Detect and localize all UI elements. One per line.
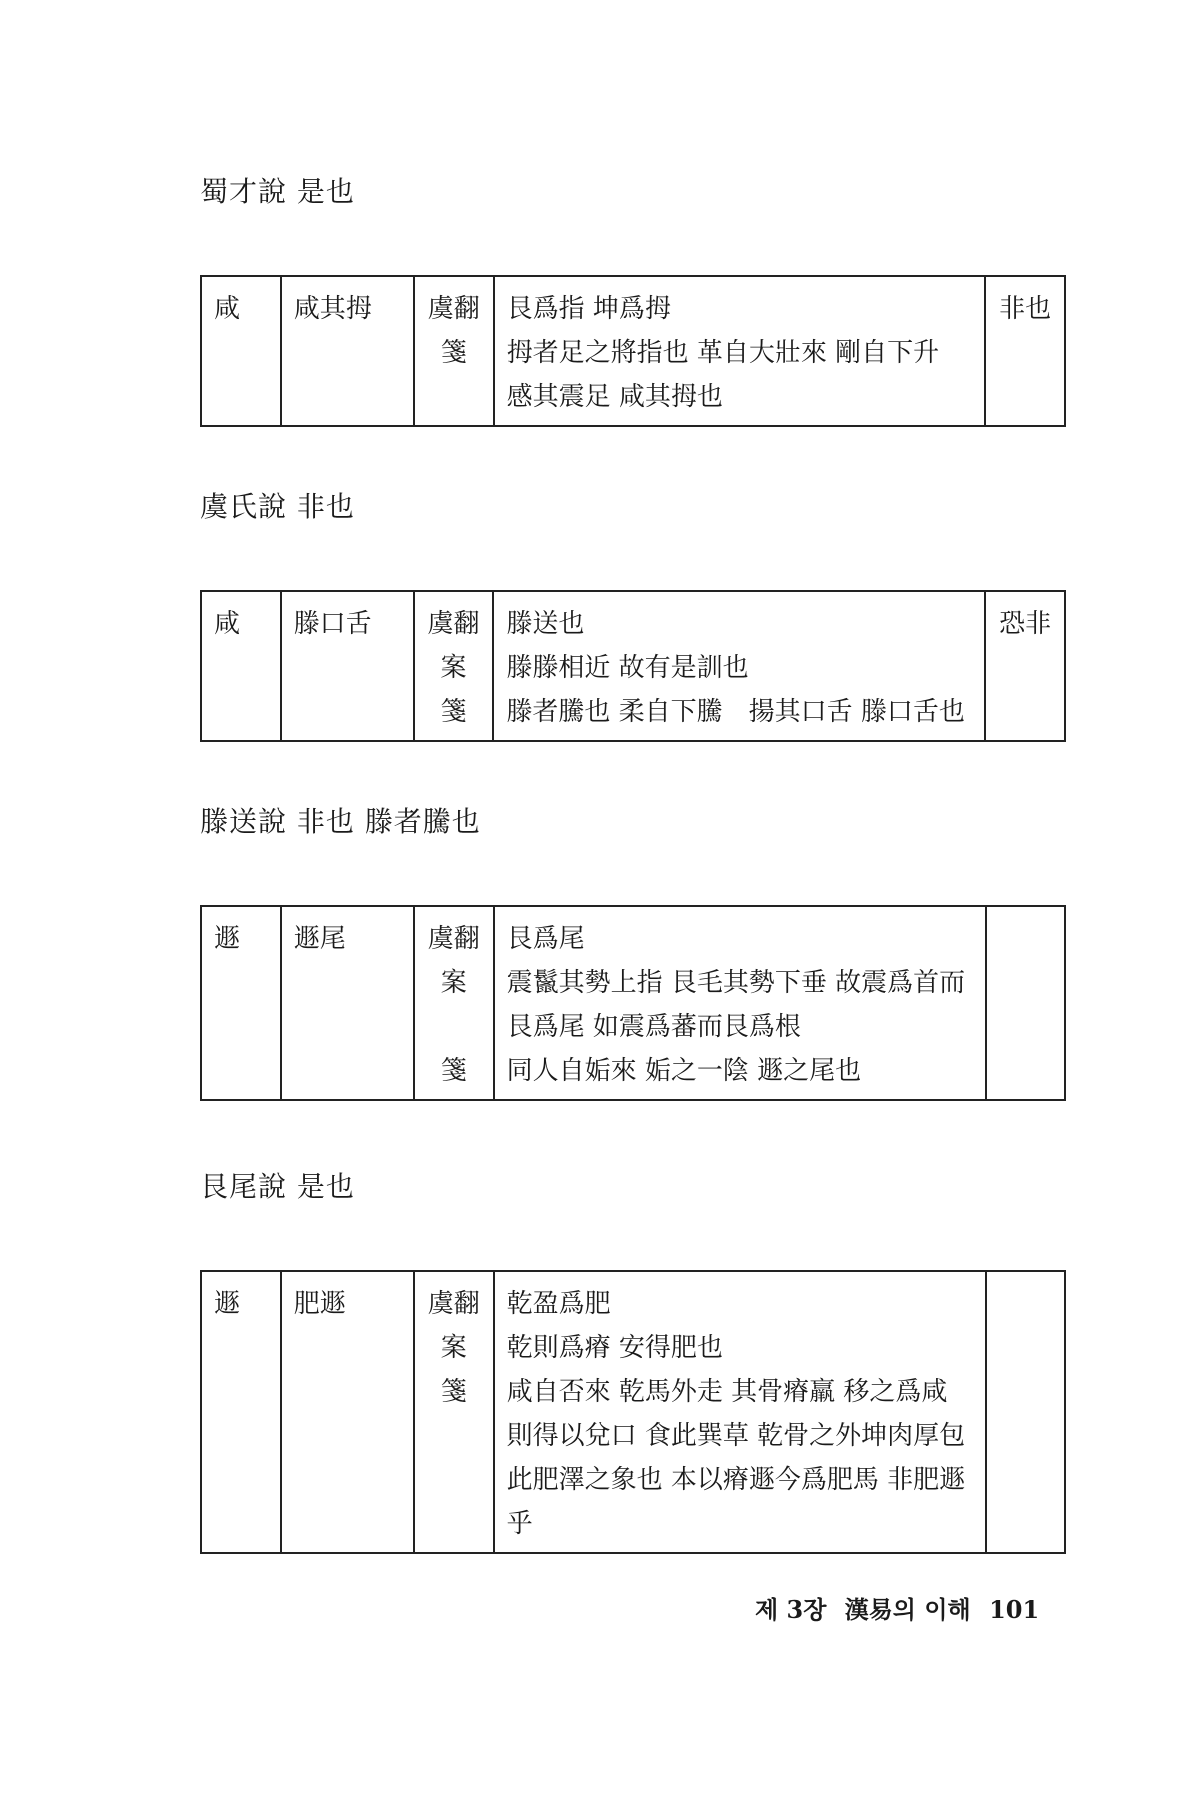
verdict-yushi: 虞氏說 非也 — [200, 490, 355, 523]
phrase-cell: 滕口舌 — [281, 591, 414, 741]
entry-table-xian-1 — [200, 275, 1066, 427]
commentary-line: 感其震足 咸其拇也 — [506, 382, 723, 412]
commentary-line: 此肥澤之象也 本以瘠遯今爲肥馬 非肥遯 — [506, 1465, 966, 1495]
source-label: 箋 — [440, 338, 467, 368]
source-label-cell — [414, 276, 494, 426]
hexagram-cell: 遯 — [201, 1271, 281, 1553]
judgment-cell — [986, 906, 1065, 1100]
source-label: 案 — [440, 653, 467, 683]
commentary-line: 乾盈爲肥 — [506, 1289, 611, 1319]
source-label: 箋 — [440, 1377, 467, 1407]
phrase-cell: 遯尾 — [281, 906, 414, 1100]
verdict-genwei: 艮尾說 是也 — [200, 1170, 355, 1203]
commentary-cell — [494, 1271, 986, 1553]
source-label: 虞翻 — [427, 924, 480, 954]
verdict-shucai: 蜀才說 是也 — [200, 175, 355, 208]
source-label-cell — [414, 591, 494, 741]
source-label: 案 — [440, 1333, 467, 1363]
source-label: 虞翻 — [427, 294, 480, 324]
source-label: 案 — [440, 968, 467, 998]
commentary-line: 拇者足之將指也 革自大壯來 剛自下升 — [506, 338, 940, 368]
hexagram-cell: 遯 — [201, 906, 281, 1100]
source-label: 箋 — [440, 697, 467, 727]
source-label: 虞翻 — [427, 609, 480, 639]
page-footer — [755, 1590, 1049, 1625]
hexagram-cell: 咸 — [201, 276, 281, 426]
source-label-spacer — [427, 1005, 481, 1049]
commentary-line: 則得以兌口 食此巽草 乾骨之外坤肉厚包 — [506, 1421, 966, 1451]
phrase-cell: 咸其拇 — [281, 276, 414, 426]
commentary-line: 艮爲尾 — [506, 924, 585, 954]
commentary-line: 滕滕相近 故有是訓也 — [506, 653, 749, 683]
source-label-cell — [414, 1271, 494, 1553]
phrase-cell: 肥遯 — [281, 1271, 414, 1553]
entry-table-xian-2 — [200, 590, 1066, 742]
page-number: 101 — [989, 1595, 1040, 1624]
judgment-cell: 非也 — [985, 276, 1065, 426]
commentary-cell — [493, 591, 985, 741]
verdict-tengsong: 滕送說 非也 滕者騰也 — [200, 805, 481, 838]
source-label-cell — [414, 906, 494, 1100]
table-row — [201, 1271, 1065, 1553]
commentary-cell — [494, 906, 986, 1100]
hexagram-cell: 咸 — [201, 591, 281, 741]
chapter-title: 漢易의 이해 — [844, 1595, 971, 1624]
source-label: 箋 — [440, 1056, 467, 1086]
commentary-line: 乾則爲瘠 安得肥也 — [506, 1333, 723, 1363]
chapter-label: 제 3장 — [755, 1595, 827, 1624]
source-label: 虞翻 — [427, 1289, 480, 1319]
commentary-line: 艮爲指 坤爲拇 — [506, 294, 671, 324]
entry-table-dun-2 — [200, 1270, 1066, 1554]
commentary-line: 同人自姤來 姤之一陰 遯之尾也 — [506, 1056, 862, 1086]
commentary-line: 乎 — [506, 1509, 533, 1539]
entry-table-dun-1 — [200, 905, 1066, 1101]
table-row — [201, 276, 1065, 426]
table-row — [201, 906, 1065, 1100]
commentary-line: 滕送也 — [506, 609, 585, 639]
commentary-cell — [494, 276, 986, 426]
commentary-line: 咸自否來 乾馬外走 其骨瘠羸 移之爲咸 — [506, 1377, 948, 1407]
commentary-line: 震鬣其勢上指 艮毛其勢下垂 故震爲首而 — [506, 968, 966, 998]
judgment-cell — [986, 1271, 1065, 1553]
judgment-cell: 恐非 — [985, 591, 1065, 741]
commentary-line: 滕者騰也 柔自下騰 揚其口舌 滕口舌也 — [506, 697, 965, 727]
table-row — [201, 591, 1065, 741]
commentary-line: 艮爲尾 如震爲蕃而艮爲根 — [506, 1012, 801, 1042]
